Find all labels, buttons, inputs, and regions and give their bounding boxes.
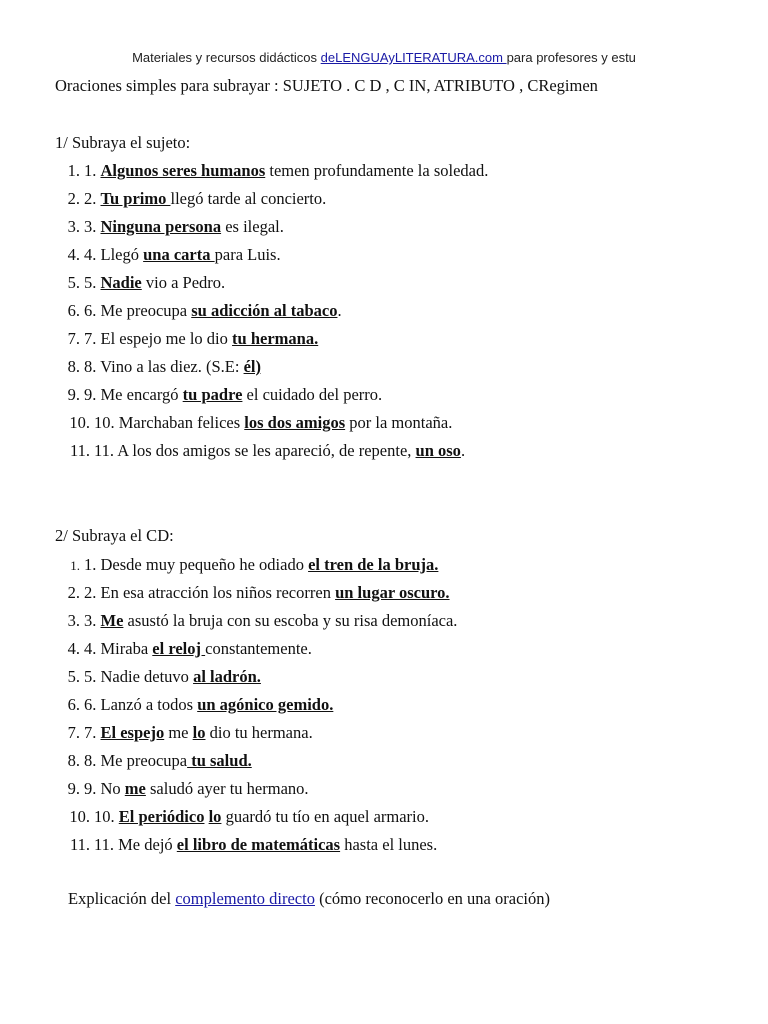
sentence-text: asustó la bruja con su escoba y su risa demoníaca.	[123, 611, 458, 630]
item-number: 5.	[67, 667, 80, 686]
sentence-text: constantemente.	[205, 639, 312, 658]
item-number: 8.	[67, 751, 80, 770]
item-number: 11.	[69, 835, 90, 854]
answer-underlined: él)	[243, 357, 261, 376]
section1-item-2	[0, 185, 488, 213]
explanation-link[interactable]: complemento directo	[175, 889, 315, 908]
section2-item-2	[0, 579, 457, 607]
sentence-text: 1. Desde muy pequeño he odiado	[84, 555, 309, 574]
section1-item-10	[0, 409, 488, 437]
sentence-text: hasta el lunes.	[340, 835, 438, 854]
sentence-text: 1.	[84, 161, 101, 180]
sentence-text: 8. Me preocupa	[84, 751, 188, 770]
item-number: 10.	[69, 807, 90, 826]
sentence-text: temen profundamente la soledad.	[265, 161, 489, 180]
item-number: 3.	[67, 217, 80, 236]
sentence-text: es ilegal.	[221, 217, 284, 236]
sentence-text: 10. Marchaban felices	[94, 413, 245, 432]
sentence-text: guardó tu tío en aquel armario.	[221, 807, 429, 826]
section1-item-5	[0, 269, 488, 297]
sentence-text: 10.	[94, 807, 119, 826]
answer-underlined: me	[124, 779, 146, 798]
item-number: 9.	[67, 385, 80, 404]
item-number: 2.	[67, 189, 80, 208]
item-number: 3.	[67, 611, 80, 630]
answer-underlined: el reloj	[152, 639, 206, 658]
sentence-text: .	[460, 441, 466, 460]
section1-item-9	[0, 381, 488, 409]
item-number: 1.	[70, 558, 80, 573]
sentence-text: dio tu hermana.	[205, 723, 313, 742]
sentence-text: el cuidado del perro.	[242, 385, 383, 404]
answer-underlined: Tu primo	[100, 189, 171, 208]
sentence-text: 3.	[84, 611, 101, 630]
section1-item-4	[0, 241, 488, 269]
answer-underlined: tu salud.	[187, 751, 252, 770]
section2-title: 2/ Subraya el CD:	[55, 526, 174, 545]
section2-item-7	[0, 719, 457, 747]
worksheet-title: Oraciones simples para subrayar : SUJETO . C D , C IN, ATRIBUTO , CRegimen	[55, 76, 598, 95]
item-number: 7.	[67, 329, 80, 348]
item-number: 2.	[67, 583, 80, 602]
sentence-text: 9. No	[84, 779, 125, 798]
header-suffix: para profesores y estu	[506, 50, 636, 65]
section1-item-3	[0, 213, 488, 241]
sentence-text: 9. Me encargó	[84, 385, 183, 404]
item-number: 4.	[67, 245, 80, 264]
sentence-text: 4. Llegó	[84, 245, 144, 264]
sentence-text: por la montaña.	[345, 413, 453, 432]
explanation-suffix: (cómo reconocerlo en una oración)	[314, 889, 550, 908]
answer-underlined: El espejo	[100, 723, 165, 742]
section2-item-6	[0, 691, 457, 719]
section1-item-8	[0, 353, 488, 381]
answer-underlined: Me	[100, 611, 124, 630]
section1-item-6	[0, 297, 488, 325]
sentence-text: 7.	[84, 723, 101, 742]
section2-list	[0, 551, 457, 859]
site-link[interactable]: deLENGUAyLITERATURA.com	[320, 50, 507, 65]
sentence-text: 6. Me preocupa	[84, 301, 192, 320]
sentence-text: llegó tarde al concierto.	[170, 189, 327, 208]
section2-item-8	[0, 747, 457, 775]
answer-underlined: un agónico gemido.	[197, 695, 334, 714]
item-number: 4.	[67, 639, 80, 658]
sentence-text: 11. Me dejó	[94, 835, 177, 854]
explanation-prefix: Explicación del	[68, 889, 176, 908]
section1-item-1	[0, 157, 488, 185]
sentence-text: 2. En esa atracción los niños recorren	[84, 583, 336, 602]
sentence-text: 2.	[84, 189, 101, 208]
answer-underlined: Nadie	[100, 273, 142, 292]
item-number: 5.	[67, 273, 80, 292]
answer-underlined: una carta	[143, 245, 215, 264]
sentence-text: 11. A los dos amigos se les apareció, de repente,	[94, 441, 416, 460]
sentence-text: 8. Vino a las diez. (S.E:	[84, 357, 244, 376]
answer-underlined: el tren de la bruja.	[308, 555, 439, 574]
answer-underlined: al ladrón.	[193, 667, 261, 686]
answer-underlined: su adicción al tabaco	[191, 301, 338, 320]
section2-item-5	[0, 663, 457, 691]
sentence-text: 5.	[84, 273, 101, 292]
section2-item-4	[0, 635, 457, 663]
section2-item-10	[0, 803, 457, 831]
answer-underlined: Ninguna persona	[100, 217, 222, 236]
answer-underlined: Algunos seres humanos	[100, 161, 266, 180]
sentence-text: saludó ayer tu hermano.	[145, 779, 309, 798]
sentence-text: 5. Nadie detuvo	[84, 667, 194, 686]
item-number: 10.	[69, 413, 90, 432]
sentence-text: .	[337, 301, 342, 320]
section2-item-11	[0, 831, 457, 859]
section2-item-3	[0, 607, 457, 635]
item-number: 6.	[67, 695, 80, 714]
answer-underlined: un lugar oscuro.	[335, 583, 450, 602]
section2-item-9	[0, 775, 457, 803]
answer-underlined: lo	[192, 723, 206, 742]
section1-list	[0, 157, 488, 465]
item-number: 8.	[67, 357, 80, 376]
item-number: 7.	[67, 723, 80, 742]
answer-underlined: lo	[208, 807, 222, 826]
sentence-text: 6. Lanzó a todos	[84, 695, 198, 714]
sentence-text: vio a Pedro.	[141, 273, 226, 292]
page-header	[0, 50, 768, 65]
section1-title: 1/ Subraya el sujeto:	[55, 133, 191, 152]
answer-underlined: un oso	[415, 441, 461, 460]
item-number: 6.	[67, 301, 80, 320]
explanation-line	[68, 889, 550, 909]
header-prefix: Materiales y recursos didácticos	[132, 50, 321, 65]
item-number: 1.	[67, 161, 80, 180]
sentence-text: 4. Miraba	[84, 639, 153, 658]
answer-underlined: El periódico	[118, 807, 205, 826]
answer-underlined: tu hermana.	[232, 329, 319, 348]
sentence-text: para Luis.	[214, 245, 281, 264]
answer-underlined: el libro de matemáticas	[176, 835, 341, 854]
sentence-text: me	[164, 723, 193, 742]
item-number: 11.	[69, 441, 90, 460]
section1-item-7	[0, 325, 488, 353]
section2-item-1	[0, 551, 457, 579]
sentence-text: 3.	[84, 217, 101, 236]
sentence-text: 7. El espejo me lo dio	[84, 329, 233, 348]
item-number: 9.	[67, 779, 80, 798]
section1-item-11	[0, 437, 488, 465]
answer-underlined: los dos amigos	[244, 413, 346, 432]
answer-underlined: tu padre	[182, 385, 243, 404]
